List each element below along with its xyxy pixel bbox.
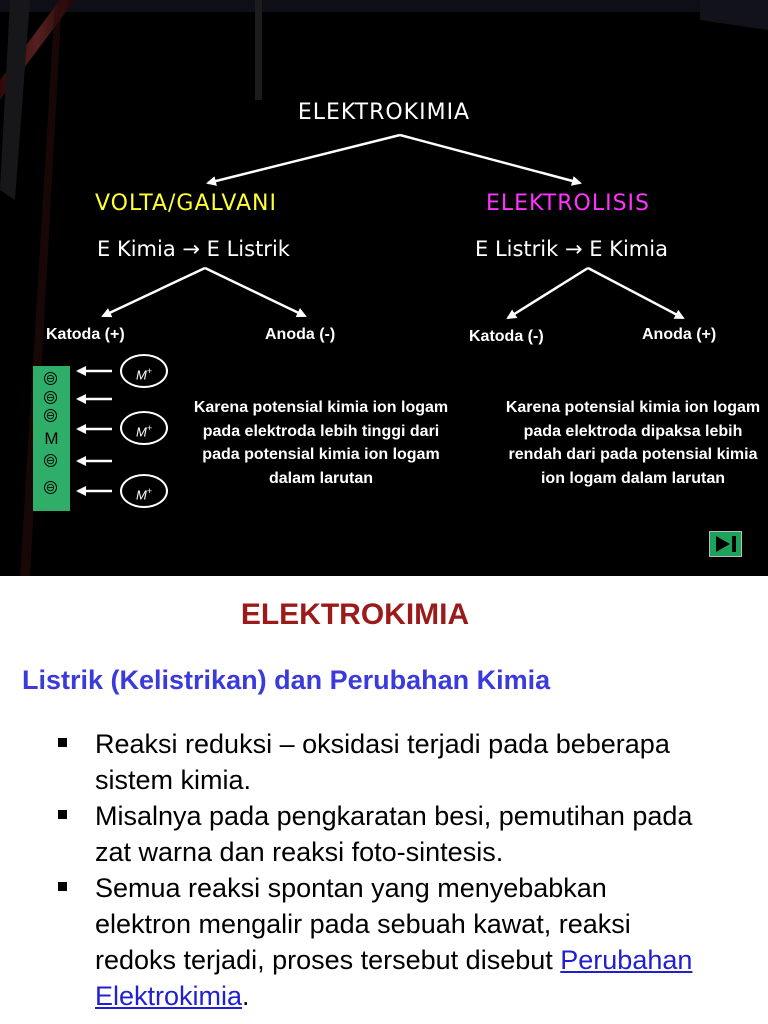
arrow-to-katoda-right <box>508 268 588 318</box>
list-item <box>0 870 695 1014</box>
katoda-right-label: Katoda (-) <box>469 328 544 345</box>
arrow-to-anoda-right <box>588 268 683 318</box>
katoda-left-label: Katoda (+) <box>46 326 125 343</box>
elektrolisis-equation: E Listrik → E Kimia <box>475 237 668 261</box>
document-subtitle: Listrik (Kelistrikan) dan Perubahan Kimia <box>22 665 551 695</box>
ion-charge: + <box>146 366 153 376</box>
play-next-icon <box>710 532 741 556</box>
volta-equation: E Kimia → E Listrik <box>97 237 290 261</box>
ion-charge: + <box>146 423 153 433</box>
electron-icon: ⊖ <box>45 410 56 422</box>
bullet-text: Semua reaksi spontan yang menyebabkan elektron mengalir pada sebuah kawat, reaksi redoks terjadi, proses tersebut disebut <box>95 873 631 975</box>
elektrolisis-description: Karena potensial kimia ion logam pada elektroda dipaksa lebih rendah dari pada potensial kimia ion logam dalam larutan <box>505 399 761 487</box>
electrode-label: M <box>44 429 59 448</box>
elektrolisis-label: ELEKTROLISIS <box>486 191 650 216</box>
bullet-square-icon <box>58 810 67 819</box>
anoda-left-label: Anoda (-) <box>265 326 336 343</box>
metal-ion <box>120 354 168 388</box>
arrow-to-elektrolisis <box>400 135 580 183</box>
ion-symbol: M <box>135 424 147 440</box>
metal-ion <box>120 411 168 445</box>
ion-symbol: M <box>135 487 147 503</box>
bullet-text: Reaksi reduksi – oksidasi terjadi pada beberapa sistem kimia. <box>95 729 670 795</box>
electron-icon: ⊖ <box>45 373 56 385</box>
next-slide-button[interactable] <box>709 531 742 557</box>
metal-electrode <box>33 366 70 511</box>
ion-charge: + <box>146 486 153 496</box>
diagram-title: ELEKTROKIMIA <box>297 100 471 125</box>
metal-ion <box>120 474 168 508</box>
bullet-square-icon <box>58 882 67 891</box>
link-suffix: . <box>242 981 250 1011</box>
volta-galvani-label: VOLTA/GALVANI <box>95 191 277 216</box>
arrow-to-volta <box>208 135 400 183</box>
anoda-right-label: Anoda (+) <box>642 326 717 343</box>
electron-icon: ⊖ <box>45 455 56 467</box>
perubahan-elektrokimia-link[interactable]: Perubahan Elektrokimia <box>95 945 693 1011</box>
arrow-to-anoda-left <box>205 268 305 316</box>
electron-icon: ⊖ <box>45 392 56 404</box>
list-item <box>0 726 695 798</box>
document-title: ELEKTROKIMIA <box>240 598 470 631</box>
arrow-to-katoda-left <box>103 268 205 316</box>
electron-icon: ⊖ <box>45 482 56 494</box>
list-item <box>0 798 695 870</box>
bullet-square-icon <box>58 738 67 747</box>
ion-symbol: M <box>135 367 147 383</box>
bullet-text: Misalnya pada pengkaratan besi, pemutihan pada zat warna dan reaksi foto-sintesis. <box>95 801 693 867</box>
bullet-list <box>0 726 768 1014</box>
volta-description: Karena potensial kimia ion logam pada elektroda lebih tinggi dari pada potensial kimia ion logam dalam larutan <box>193 399 449 487</box>
